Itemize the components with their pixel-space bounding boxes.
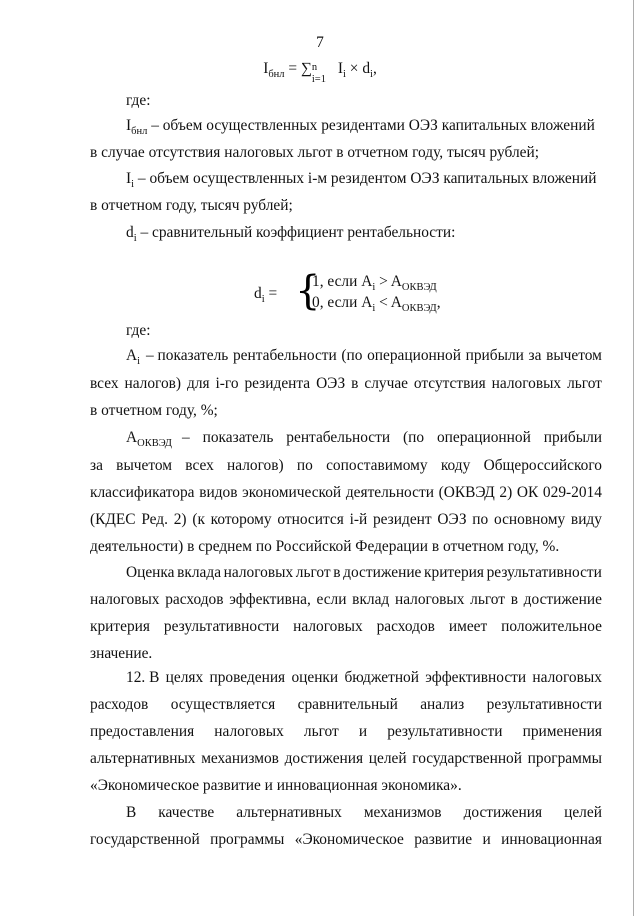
para-12-line1 <box>126 667 602 689</box>
word: вклада <box>177 564 222 581</box>
word: анализ <box>420 696 465 713</box>
word: и <box>482 831 491 848</box>
def-aokved-line2 <box>90 455 602 477</box>
word: и <box>358 723 368 740</box>
sym-di: d <box>126 224 134 241</box>
word: критерия <box>90 618 150 635</box>
formula-d-sub: i <box>370 69 373 80</box>
para-alt-line1 <box>126 802 602 824</box>
word: Оценка <box>126 564 175 581</box>
word: (по <box>341 347 363 364</box>
word: программы <box>210 831 285 848</box>
def-ii-line2: в отчетном году, тысяч рублей; <box>90 197 293 214</box>
word: оценки <box>291 669 339 686</box>
sym-aokved-wrap <box>126 427 172 455</box>
sym-aokved-sub: ОКВЭД <box>137 438 172 449</box>
word: результативности <box>163 618 280 635</box>
def-aokved-line3 <box>90 482 602 504</box>
para-alt-line2 <box>90 829 602 851</box>
word: программы <box>527 750 602 767</box>
para-12-line2 <box>90 694 602 716</box>
case1-text: 1, если A <box>312 273 373 290</box>
word: всех <box>185 457 214 474</box>
word: вычетом <box>116 457 173 474</box>
word: (по <box>402 429 425 446</box>
word: положительное <box>501 618 602 635</box>
word: критерия <box>424 564 484 581</box>
word: для <box>186 375 210 392</box>
def-aokved-line5: деятельности) в среднем по Российской Федерации в отчетном году, %. <box>90 538 560 555</box>
word: операционной <box>436 429 531 446</box>
word: относится <box>277 511 344 528</box>
para-12-line3 <box>90 721 602 743</box>
def-ai-line1 <box>146 345 602 367</box>
sym-di-sub: i <box>133 233 137 244</box>
word: достижение <box>343 564 422 581</box>
piecewise-brace: { <box>295 268 321 314</box>
word: налоговых <box>293 618 363 635</box>
word: результативности <box>486 564 602 581</box>
page-number: 7 <box>316 34 324 51</box>
sum-upper: n <box>311 62 318 73</box>
word: льгот <box>567 375 602 392</box>
case2-sub2: ОКВЭД <box>401 303 437 314</box>
formula-ibnl <box>0 58 640 86</box>
word: расходов <box>90 696 149 713</box>
word: качестве <box>158 804 215 821</box>
word: за <box>90 457 103 474</box>
word: налоговых <box>394 591 465 608</box>
para-assessment-line3 <box>90 616 602 638</box>
case1-op: > A <box>375 273 402 290</box>
word: видов <box>199 484 238 501</box>
word: i-й <box>349 511 368 528</box>
formula-end: , <box>372 60 377 77</box>
word: 029-2014 <box>542 484 602 501</box>
sum-lower: i=1 <box>311 74 326 85</box>
def-ai-line2 <box>90 373 602 395</box>
word: бюджетной <box>344 669 419 686</box>
def-aokved-line4 <box>90 509 602 531</box>
word: за <box>528 347 542 364</box>
sym-ai-sub: i <box>137 356 141 367</box>
word: по <box>472 511 489 528</box>
def-di-text: – сравнительный коэффициент рентабельности: <box>136 224 456 241</box>
word: показатель <box>202 429 274 446</box>
word: отсутствия <box>413 375 486 392</box>
word: по <box>296 457 313 474</box>
sym-ii-sub: i <box>131 179 135 190</box>
word: деятельности <box>345 484 434 501</box>
word: – показатель <box>146 347 229 364</box>
word: налоговых <box>90 591 160 608</box>
word: – <box>182 429 190 446</box>
word: налоговых <box>532 669 602 686</box>
word: государственной <box>90 831 200 848</box>
word: льгот <box>470 591 506 608</box>
word: имеет <box>448 618 488 635</box>
word: сопоставимому <box>326 457 428 474</box>
word: (КДЕС <box>90 511 136 528</box>
formula-lhs-sub: бнл <box>268 69 285 80</box>
formula2-lhs-sub: i <box>261 294 265 305</box>
word: рентабельности <box>232 347 337 364</box>
sym-ai: A <box>126 347 138 364</box>
word: расходов <box>376 618 435 635</box>
word: в <box>510 591 518 608</box>
para-assessment-line4: значение. <box>90 645 153 662</box>
word: ОЭЗ <box>437 511 467 528</box>
word: инновационная <box>501 831 602 848</box>
word: механизмов <box>201 750 279 767</box>
sym-ibnl: I <box>126 117 132 134</box>
word: 2) <box>499 484 513 501</box>
formula-lhs: I <box>263 60 269 77</box>
word: альтернативных <box>236 804 342 821</box>
sym-ibnl-sub: бнл <box>131 126 148 137</box>
word: вычетом <box>546 347 602 364</box>
word: целей <box>564 804 602 821</box>
word: ОК <box>516 484 539 501</box>
case2-text: 0, если A <box>312 294 373 311</box>
case2-end: , <box>436 294 441 311</box>
word: прибыли <box>543 429 602 446</box>
formula-term-sub: i <box>343 69 346 80</box>
word: льгот <box>295 564 331 581</box>
where-label-2: где: <box>126 322 151 339</box>
word: в <box>333 564 341 581</box>
word: экономической <box>242 484 342 501</box>
word: i-го <box>215 375 239 392</box>
word: прибыли <box>465 347 524 364</box>
word: 2) <box>173 511 187 528</box>
word: результативности <box>486 696 602 713</box>
formula-times: × d <box>345 60 371 77</box>
sym-ii: I <box>126 170 132 187</box>
word: «Экономическое <box>294 831 404 848</box>
word: в <box>351 375 359 392</box>
case1-sub: i <box>372 282 376 293</box>
word: случае <box>364 375 408 392</box>
word: развитие <box>414 831 473 848</box>
word: осуществляется <box>170 696 276 713</box>
word: налогов) <box>227 457 284 474</box>
word: налоговых <box>491 375 562 392</box>
word: достижения <box>463 804 543 821</box>
para-assessment-line2 <box>90 589 602 611</box>
def-ibnl-text: – объем осуществленных резидентами ОЭЗ капитальных вложений <box>147 117 595 134</box>
word: основному <box>493 511 566 528</box>
word: альтернативных <box>90 750 196 767</box>
word: коду <box>440 457 471 474</box>
word: операционной <box>367 347 461 364</box>
formula-di-lhs <box>254 283 277 311</box>
sym-ai-wrap <box>126 345 140 373</box>
word: виду <box>570 511 602 528</box>
word: рентабельности <box>286 429 391 446</box>
case1-sub2: ОКВЭД <box>401 282 437 293</box>
word: которому <box>210 511 272 528</box>
sym-aokved: A <box>126 429 138 446</box>
para-12-line5: «Экономическое развитие и инновационная экономика». <box>90 777 462 794</box>
formula-sum: = ∑ <box>284 60 312 77</box>
word: всех <box>90 375 119 392</box>
word: налоговых <box>214 723 284 740</box>
def-ii-text: – объем осуществленных i-м резидентом ОЭЗ капитальных вложений <box>134 170 597 187</box>
word: эффективности <box>425 669 527 686</box>
formula2-lhs: d <box>254 285 262 302</box>
para-12-line4 <box>90 748 602 770</box>
word: вклад <box>352 591 390 608</box>
word: 12. В <box>126 669 160 686</box>
word: если <box>316 591 347 608</box>
word: Ред. <box>141 511 168 528</box>
word: предоставления <box>90 723 195 740</box>
word: эффективна, <box>229 591 311 608</box>
word: достижение <box>523 591 602 608</box>
word: проведения <box>209 669 286 686</box>
case2-op: < A <box>375 294 402 311</box>
word: расходов <box>165 591 224 608</box>
word: налоговых <box>223 564 294 581</box>
word: резидента <box>244 375 311 392</box>
word: государственной <box>412 750 522 767</box>
case2-sub: i <box>372 303 376 314</box>
where-label-1: где: <box>126 92 151 109</box>
word: В <box>126 804 137 821</box>
scan-edge-line <box>633 0 635 916</box>
word: ОЭЗ <box>316 375 346 392</box>
def-ai-line3: в отчетном году, %; <box>90 402 218 419</box>
formula2-case2 <box>312 292 441 320</box>
word: целей <box>368 750 407 767</box>
word: классификатора <box>90 484 195 501</box>
def-ibnl-line1 <box>126 115 595 143</box>
word: применения <box>522 723 602 740</box>
word: механизмов <box>363 804 442 821</box>
word: льгот <box>303 723 339 740</box>
word: (ОКВЭД <box>438 484 495 501</box>
def-aokved-line1 <box>182 427 602 449</box>
word: резидент <box>372 511 432 528</box>
def-di-line1 <box>126 222 455 250</box>
formula-term: I <box>337 60 344 77</box>
word: налогов) <box>124 375 182 392</box>
para-assessment-line1 <box>126 562 602 584</box>
word: достижения <box>284 750 364 767</box>
word: результативности <box>387 723 503 740</box>
word: (к <box>192 511 205 528</box>
def-ii-line1 <box>126 168 596 196</box>
formula2-eq: = <box>264 285 278 302</box>
word: Общероссийского <box>483 457 602 474</box>
word: сравнительный <box>297 696 398 713</box>
word: целях <box>165 669 204 686</box>
def-ibnl-line2: в случае отсутствия налоговых льгот в отчетном году, тысяч рублей; <box>90 144 539 161</box>
